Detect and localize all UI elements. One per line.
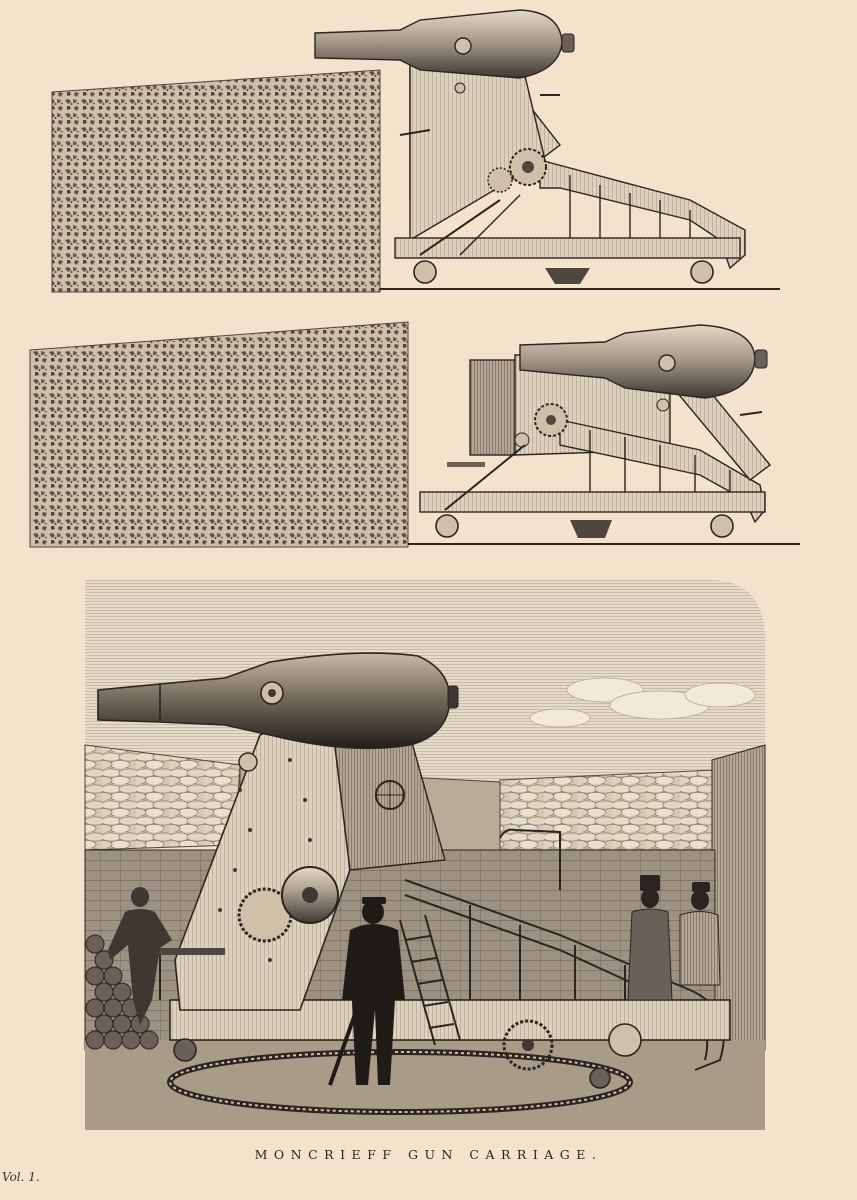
figure-bottom-scene <box>85 580 765 1130</box>
figure-middle-recoiled <box>30 322 800 547</box>
plate-caption: MONCRIEFF GUN CARRIAGE. <box>254 1147 603 1162</box>
volume-label: Vol. 1. <box>2 1170 40 1184</box>
figure-top-raised <box>52 10 780 292</box>
